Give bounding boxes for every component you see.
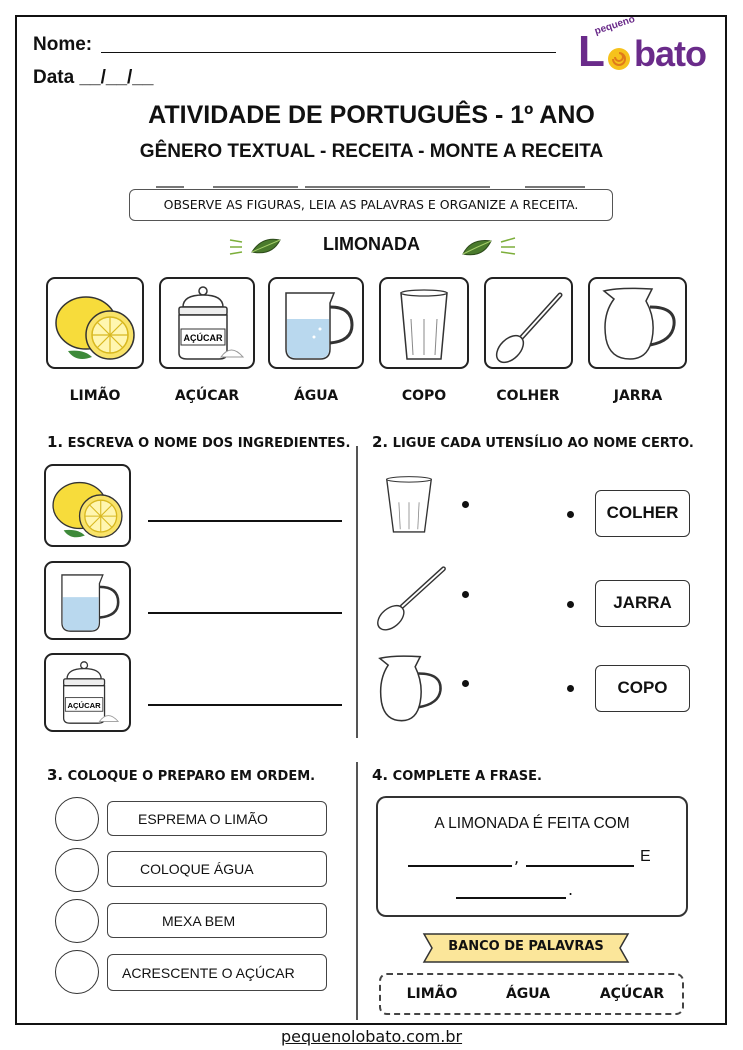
step-box: ESPREMA O LIMÃO xyxy=(107,801,327,836)
water-pitcher-icon xyxy=(270,279,362,367)
order-circle[interactable] xyxy=(55,950,99,994)
question-1-title: 1. ESCREVA O NOME DOS INGREDIENTES. xyxy=(47,433,351,451)
recipe-name: LIMONADA xyxy=(323,234,420,254)
picture-jug xyxy=(588,277,687,369)
word-box-jarra[interactable]: JARRA xyxy=(595,580,690,627)
connect-dot[interactable] xyxy=(567,511,574,518)
sun-icon xyxy=(606,46,632,72)
answer-line[interactable] xyxy=(148,520,342,522)
picture-label: JARRA xyxy=(613,388,663,404)
step-box: COLOQUE ÁGUA xyxy=(107,851,327,887)
order-circle[interactable] xyxy=(55,797,99,841)
sentence-text: A LIMONADA É FEITA COM xyxy=(434,815,630,832)
name-field[interactable] xyxy=(101,52,556,53)
picture-label: COLHER xyxy=(496,388,560,404)
word-bank-box xyxy=(379,973,684,1015)
connect-dot[interactable] xyxy=(462,591,469,598)
deco-line xyxy=(213,186,298,188)
word-box-colher[interactable]: COLHER xyxy=(595,490,690,537)
blank-line[interactable] xyxy=(456,897,566,899)
word-bank-item: AÇÚCAR xyxy=(599,986,665,1002)
q1-picture-water xyxy=(44,561,131,640)
word-bank-item: LIMÃO xyxy=(406,986,458,1002)
lemon-icon xyxy=(48,279,142,367)
connect-dot[interactable] xyxy=(462,501,469,508)
leaf-icon xyxy=(228,232,290,260)
page-subtitle: GÊNERO TEXTUAL - RECEITA - MONTE A RECEITA xyxy=(139,141,604,162)
order-circle[interactable] xyxy=(55,899,99,943)
instruction-box: OBSERVE AS FIGURAS, LEIA AS PALAVRAS E ORGANIZE A RECEITA. xyxy=(129,189,613,221)
jug-icon xyxy=(368,645,448,729)
question-4-title: 4. COMPLETE A FRASE. xyxy=(372,766,542,784)
sugar-jar-icon xyxy=(161,279,253,367)
jug-icon xyxy=(590,279,685,367)
glass-icon xyxy=(381,279,467,367)
svg-text:AÇÚCAR: AÇÚCAR xyxy=(183,333,223,343)
water-pitcher-icon xyxy=(46,563,129,638)
connect-dot[interactable] xyxy=(462,680,469,687)
picture-lemon xyxy=(46,277,144,369)
picture-label: LIMÃO xyxy=(69,388,121,404)
svg-text:AÇÚCAR: AÇÚCAR xyxy=(67,700,101,710)
step-box: ACRESCENTE O AÇÚCAR xyxy=(107,954,327,991)
picture-glass xyxy=(379,277,469,369)
spoon-icon xyxy=(486,279,571,367)
picture-spoon xyxy=(484,277,573,369)
leaf-icon xyxy=(455,232,517,260)
question-2-title: 2. LIGUE CADA UTENSÍLIO AO NOME CERTO. xyxy=(372,433,694,451)
comma: , xyxy=(514,848,520,867)
glass-icon xyxy=(380,466,438,544)
deco-line xyxy=(305,186,490,188)
footer-link[interactable]: pequenolobato.com.br xyxy=(280,1027,463,1046)
period: . xyxy=(568,880,574,899)
picture-label: AÇÚCAR xyxy=(174,388,240,404)
sentence-box xyxy=(376,796,688,917)
page-title: ATIVIDADE DE PORTUGUÊS - 1º ANO xyxy=(148,101,595,129)
q1-picture-lemon xyxy=(44,464,131,547)
sugar-jar-icon xyxy=(46,655,129,730)
connect-dot[interactable] xyxy=(567,685,574,692)
spoon-icon xyxy=(372,563,452,631)
step-box: MEXA BEM xyxy=(107,903,327,938)
lemon-icon xyxy=(46,466,129,545)
deco-line xyxy=(525,186,585,188)
question-3-title: 3. COLOQUE O PREPARO EM ORDEM. xyxy=(47,766,316,784)
picture-water xyxy=(268,277,364,369)
picture-label: COPO xyxy=(401,388,447,404)
q1-picture-sugar xyxy=(44,653,131,732)
blank-line[interactable] xyxy=(408,865,512,867)
date-field[interactable]: Data __/__/__ xyxy=(33,67,154,88)
and-word: E xyxy=(640,848,651,865)
logo: pequeno L bato xyxy=(578,13,706,76)
blank-line[interactable] xyxy=(526,865,634,867)
answer-line[interactable] xyxy=(148,704,342,706)
picture-sugar xyxy=(159,277,255,369)
name-label: Nome: xyxy=(33,34,93,55)
word-bank-title: BANCO DE PALAVRAS xyxy=(448,939,604,954)
vertical-divider xyxy=(356,762,358,1020)
order-circle[interactable] xyxy=(55,848,99,892)
vertical-divider xyxy=(356,446,358,738)
answer-line[interactable] xyxy=(148,612,342,614)
word-box-copo[interactable]: COPO xyxy=(595,665,690,712)
picture-label: ÁGUA xyxy=(293,388,339,404)
connect-dot[interactable] xyxy=(567,601,574,608)
word-bank-item: ÁGUA xyxy=(505,986,551,1002)
deco-line xyxy=(156,186,184,188)
